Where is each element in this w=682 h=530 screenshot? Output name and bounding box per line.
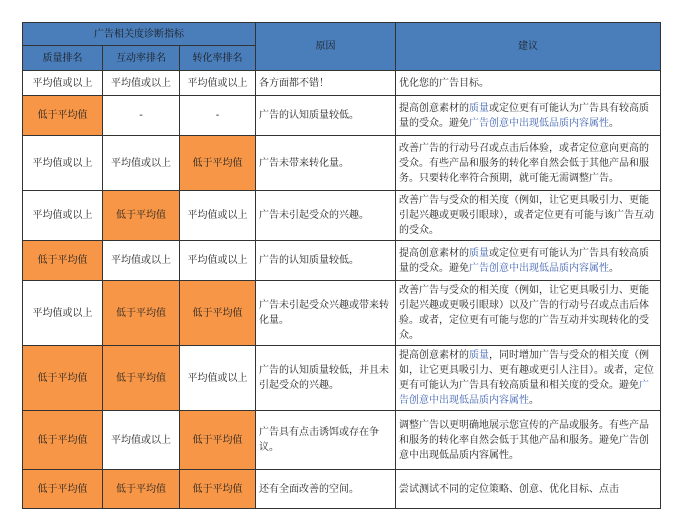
header-group: 广告相关度诊断指标 xyxy=(23,23,256,46)
conversion-rank-cell: 低于平均值 xyxy=(180,281,256,346)
advice-text: 尝试测试不同的定位策略、创意、优化目标、点击 xyxy=(399,483,620,495)
quality-rank-cell: 低于平均值 xyxy=(23,241,103,281)
engagement-rank-cell: 低于平均值 xyxy=(103,346,180,411)
engagement-rank-cell: - xyxy=(103,96,180,136)
table-row xyxy=(23,470,661,509)
advice-cell xyxy=(396,411,661,470)
advice-text: 调整广告以更明确地展示您宣传的产品或服务。有些产品和服务的转化率自然会低于其他产品和服务。避免广告创意中出现低品质内容属性。 xyxy=(399,419,650,461)
advice-text: 或定位更有可能认为广告具有较高质量的受众。避免 xyxy=(399,247,650,274)
header-reason: 原因 xyxy=(256,23,396,71)
advice-cell xyxy=(396,191,661,241)
advice-cell xyxy=(396,470,661,509)
header-conversion-rank: 转化率排名 xyxy=(180,46,256,71)
reason-cell: 广告未引起受众的兴趣。 xyxy=(256,191,396,241)
reason-cell: 广告的认知质量较低。 xyxy=(256,96,396,136)
advice-link[interactable]: 质量 xyxy=(469,102,490,114)
table-row xyxy=(23,411,661,470)
engagement-rank-cell: 低于平均值 xyxy=(103,281,180,346)
engagement-rank-cell: 低于平均值 xyxy=(103,191,180,241)
engagement-rank-cell: 平均值或以上 xyxy=(103,411,180,470)
advice-cell xyxy=(396,281,661,346)
advice-text: 。 xyxy=(609,117,620,129)
quality-rank-cell: 低于平均值 xyxy=(23,346,103,411)
table-row xyxy=(23,281,661,346)
advice-text: 提高创意素材的 xyxy=(399,102,470,114)
engagement-rank-cell: 平均值或以上 xyxy=(103,136,180,191)
advice-link[interactable]: 广告创意中出现低品质内容属性 xyxy=(469,262,610,274)
advice-link[interactable]: 质量 xyxy=(469,350,490,361)
advice-link[interactable]: 广告创意中出现低品质内容属性 xyxy=(399,380,650,406)
reason-cell: 广告具有点击诱饵或存在争议。 xyxy=(256,411,396,470)
table-row xyxy=(23,96,661,136)
advice-cell xyxy=(396,346,661,411)
reason-cell: 广告的认知质量较低。 xyxy=(256,241,396,281)
table-row xyxy=(23,191,661,241)
header-engagement-rank: 互动率排名 xyxy=(103,46,180,71)
advice-link[interactable]: 质量 xyxy=(469,247,490,259)
header-quality-rank: 质量排名 xyxy=(23,46,103,71)
advice-text: 或定位更有可能认为广告具有较高质量的受众。避免 xyxy=(399,102,650,129)
advice-text: 。 xyxy=(529,395,540,406)
advice-cell xyxy=(396,136,661,191)
advice-text: 改善广告的行动号召或点击后体验，或者定位意向更高的受众。有些产品和服务的转化率自然会低于其他产品和服务。只要转化率符合预期，就可能无需调整广告。 xyxy=(399,142,650,184)
conversion-rank-cell: 平均值或以上 xyxy=(180,191,256,241)
reason-cell: 还有全面改善的空间。 xyxy=(256,470,396,509)
advice-text: 优化您的广告目标。 xyxy=(399,77,490,89)
ad-relevance-diagnostics-table xyxy=(22,22,661,509)
reason-cell: 广告的认知质量较低，并且未引起受众的兴趣。 xyxy=(256,346,396,411)
conversion-rank-cell: 低于平均值 xyxy=(180,136,256,191)
quality-rank-cell: 平均值或以上 xyxy=(23,71,103,96)
advice-cell xyxy=(396,71,661,96)
table-row xyxy=(23,136,661,191)
advice-text: 提高创意素材的 xyxy=(399,247,470,259)
advice-text: ，同时增加广告与受众的相关度（例如，让它更具吸引力、更有趣或更引人注目）。或者，定位更有可能认为广告具有较高质量和相关度的受众。避免 xyxy=(399,350,655,391)
conversion-rank-cell: - xyxy=(180,96,256,136)
quality-rank-cell: 低于平均值 xyxy=(23,470,103,509)
reason-cell: 各方面都不错！ xyxy=(256,71,396,96)
engagement-rank-cell: 平均值或以上 xyxy=(103,71,180,96)
header-advice: 建议 xyxy=(396,23,661,71)
quality-rank-cell: 低于平均值 xyxy=(23,411,103,470)
conversion-rank-cell: 平均值或以上 xyxy=(180,241,256,281)
conversion-rank-cell: 低于平均值 xyxy=(180,411,256,470)
advice-cell xyxy=(396,96,661,136)
quality-rank-cell: 平均值或以上 xyxy=(23,281,103,346)
advice-link[interactable]: 广告创意中出现低品质内容属性 xyxy=(469,117,610,129)
advice-cell xyxy=(396,241,661,281)
table-row xyxy=(23,71,661,96)
quality-rank-cell: 平均值或以上 xyxy=(23,136,103,191)
conversion-rank-cell: 平均值或以上 xyxy=(180,71,256,96)
engagement-rank-cell: 平均值或以上 xyxy=(103,241,180,281)
reason-cell: 广告未引起受众兴趣或带来转化量。 xyxy=(256,281,396,346)
reason-cell: 广告未带来转化量。 xyxy=(256,136,396,191)
conversion-rank-cell: 平均值或以上 xyxy=(180,346,256,411)
conversion-rank-cell: 低于平均值 xyxy=(180,470,256,509)
advice-text: 改善广告与受众的相关度（例如，让它更具吸引力、更能引起兴趣或更吸引眼球）以及广告的行动号召或点击后体验。或者，定位更有可能与您的广告互动并实现转化的受众。 xyxy=(399,285,650,341)
advice-text: 。 xyxy=(609,262,620,274)
engagement-rank-cell: 低于平均值 xyxy=(103,470,180,509)
advice-text: 改善广告与受众的相关度（例如，让它更具吸引力、更能引起兴趣或更吸引眼球），或者定位更有可能与该广告互动的受众。 xyxy=(399,195,655,236)
quality-rank-cell: 低于平均值 xyxy=(23,96,103,136)
quality-rank-cell: 平均值或以上 xyxy=(23,191,103,241)
advice-text: 提高创意素材的 xyxy=(399,350,470,361)
table-row xyxy=(23,346,661,411)
table-row xyxy=(23,241,661,281)
